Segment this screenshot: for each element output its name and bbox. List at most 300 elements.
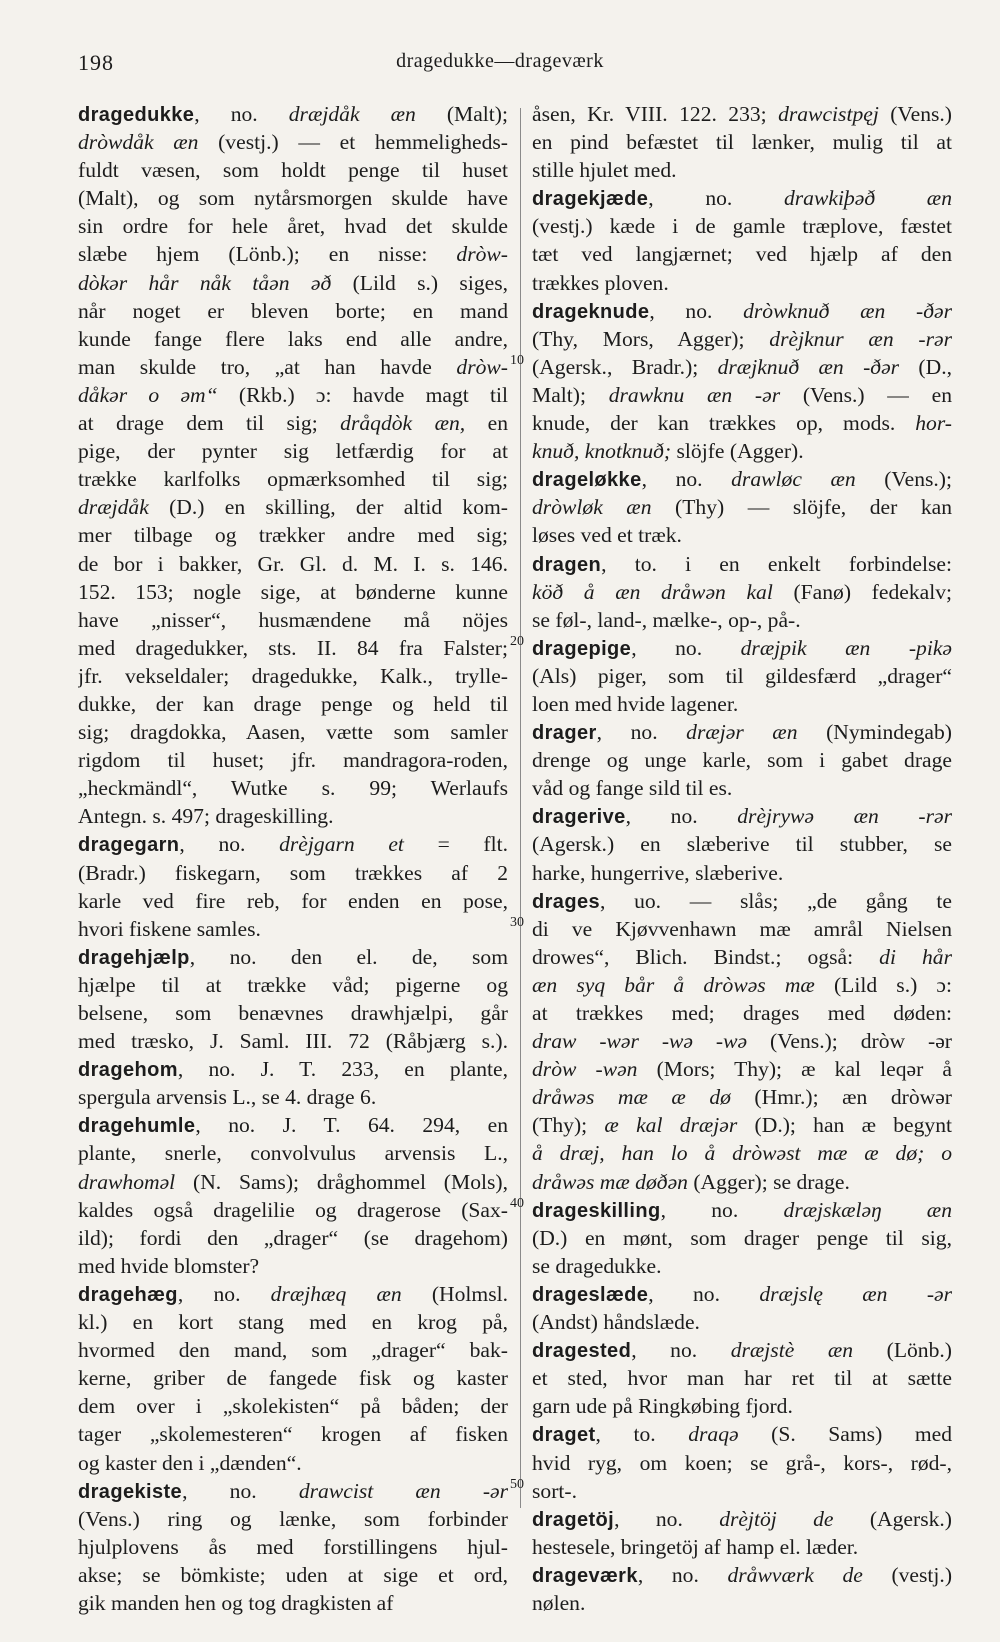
text-line xyxy=(78,1252,508,1280)
line-text: , no. den el. de, som xyxy=(189,944,508,969)
line-text: (Andst) håndslæde. xyxy=(532,1310,700,1335)
line-text: (Lönb.) xyxy=(853,1338,952,1363)
text-line xyxy=(78,409,508,437)
line-text: , no. xyxy=(177,1281,271,1306)
line-text: æn dròwər xyxy=(842,1085,952,1110)
line-text: rigdom til huset; jfr. mandragora-roden, xyxy=(78,748,508,773)
line-text: gik manden hen og tog dragkisten af xyxy=(78,1590,394,1615)
line-text: , no. xyxy=(637,1562,728,1587)
text-line xyxy=(78,830,508,858)
text-line xyxy=(78,100,508,128)
text-line xyxy=(78,297,508,325)
line-text: (Agger); se drage. xyxy=(687,1169,850,1194)
line-text: hjulplovens ås med forstillingens hjul- xyxy=(78,1534,508,1559)
text-line xyxy=(532,128,952,156)
text-line xyxy=(532,1505,952,1533)
italic-form: drawhoməl xyxy=(78,1169,176,1194)
left-column xyxy=(78,100,508,1617)
line-text: med dragedukker, sts. II. 84 fra Falster; xyxy=(78,635,508,660)
text-line xyxy=(532,1224,952,1252)
text-line xyxy=(78,353,508,381)
line-number-30: 30 xyxy=(510,915,524,930)
line-text: , no. xyxy=(614,1506,720,1531)
line-text: når noget er bleven borte; en mand xyxy=(78,298,508,323)
entry-headword: dragegarn xyxy=(78,834,180,857)
italic-form: dråwəs mæ døðən xyxy=(532,1169,688,1194)
text-line xyxy=(532,1280,952,1308)
line-text: belsene, som benævnes drawhjælpi, går xyxy=(78,1001,508,1025)
line-text: trække karlfolks opmærksomhed til sig; xyxy=(78,467,508,492)
text-line xyxy=(78,718,508,746)
italic-form: knuð, knotknuð; xyxy=(532,439,672,464)
line-text: dem over i „skolekisten“ på båden; der xyxy=(78,1394,508,1419)
italic-form: drawknu æn -ər xyxy=(608,382,781,407)
line-text: (Agersk.) en slæberive til stubber, se xyxy=(532,832,952,857)
text-line xyxy=(78,184,508,212)
line-text: karle ved fire reb, for enden en pose, xyxy=(78,888,508,913)
text-line xyxy=(78,212,508,240)
column-divider xyxy=(520,108,521,1508)
line-text: kl.) en kort stang med en krog på, xyxy=(78,1310,508,1335)
italic-form: dræjpik æn -pikə xyxy=(740,635,952,660)
italic-form: å dræj, han lo å dròwəst mæ æ dø; o xyxy=(532,1141,952,1166)
line-text: ild); fordi den „drager“ (se dragehom) xyxy=(78,1225,508,1250)
line-text: (Thy); xyxy=(532,1113,605,1138)
italic-form: drèjgarn et xyxy=(279,832,404,857)
text-line xyxy=(532,690,952,718)
text-line xyxy=(532,1392,952,1420)
line-text: (Thy) — slöjfe, der kan xyxy=(651,495,952,520)
line-text: , no. xyxy=(179,832,280,857)
line-text: dròw -ər xyxy=(860,1029,952,1054)
text-line xyxy=(532,1477,952,1505)
line-text: stille hjulet med. xyxy=(532,158,677,183)
line-text: hvori fiskene samles. xyxy=(78,916,261,941)
italic-form: draw -wər -wə -wə xyxy=(532,1029,748,1054)
line-text: di ve Kjøvvenhawn mæ amrål Nielsen xyxy=(532,916,952,941)
text-line xyxy=(532,999,952,1027)
line-text: (Vens.) xyxy=(878,102,952,126)
italic-form: dåkər o əm“ xyxy=(78,382,218,407)
text-line xyxy=(78,521,508,549)
text-line xyxy=(532,915,952,943)
text-line xyxy=(532,802,952,830)
entry-headword: dragedukke xyxy=(78,104,195,126)
line-text: , no. J. T. 64. 294, en xyxy=(195,1113,508,1138)
line-text: drowes“, Blich. Bindst.; også: xyxy=(532,944,880,969)
text-line xyxy=(532,1196,952,1224)
line-text: æ kal leqər å xyxy=(801,1057,952,1082)
line-text: loen med hvide lagener. xyxy=(532,691,739,716)
italic-form: dråqdòk æn, xyxy=(340,411,466,436)
line-number-50: 50 xyxy=(510,1477,524,1492)
text-line xyxy=(78,1589,508,1617)
line-text: (D.) en skilling, der altid kom- xyxy=(148,495,508,520)
text-line xyxy=(532,718,952,746)
italic-form: dròw -wən xyxy=(532,1057,638,1082)
line-text: (D.); han æ begynt xyxy=(737,1113,952,1138)
line-text: , no. xyxy=(641,467,732,492)
italic-form: dråwəs mæ æ dø xyxy=(532,1085,731,1110)
line-text: spergula arvensis L., se 4. drage 6. xyxy=(78,1085,377,1110)
text-line xyxy=(532,381,952,409)
italic-form: dròw- xyxy=(456,354,508,379)
text-line xyxy=(532,1308,952,1336)
line-text: (Bradr.) fiskegarn, som trækkes af 2 xyxy=(78,860,508,885)
text-line xyxy=(78,1224,508,1252)
text-line xyxy=(78,802,508,830)
line-text: at trækkes med; drages med døden: xyxy=(532,1001,952,1025)
text-line xyxy=(78,381,508,409)
line-text: man skulde tro, „at han havde xyxy=(78,354,457,379)
text-line xyxy=(532,830,952,858)
entry-headword: dragehæg xyxy=(78,1283,178,1306)
line-text: kaldes også dragelilie og dragerose (Sax- xyxy=(78,1197,508,1222)
italic-form: dròw- xyxy=(456,242,508,267)
text-line xyxy=(532,1027,952,1055)
text-line xyxy=(532,1364,952,1392)
line-text: , no. xyxy=(194,102,289,126)
text-line xyxy=(78,915,508,943)
text-line xyxy=(532,493,952,521)
line-text: hvormed den mand, som „drager“ bak- xyxy=(78,1338,508,1363)
text-line xyxy=(78,1449,508,1477)
text-line xyxy=(532,269,952,297)
line-text: (Agersk., Bradr.); xyxy=(532,354,718,379)
text-line xyxy=(532,1533,952,1561)
line-text: åsen, Kr. VIII. 122. 233; xyxy=(532,102,779,126)
line-text: løses ved et træk. xyxy=(532,523,682,548)
italic-form: drèjrywə æn -rər xyxy=(737,804,952,829)
text-line xyxy=(78,325,508,353)
text-line xyxy=(78,1392,508,1420)
text-line xyxy=(532,1589,952,1617)
entry-headword: drageskilling xyxy=(532,1199,661,1222)
text-line xyxy=(78,999,508,1027)
line-text: 152. 153; nogle sige, at bønderne kunne xyxy=(78,579,508,604)
line-text: (Lild s.) ɔ: xyxy=(814,972,952,997)
line-text: hjælpe til at trække våd; pigerne og xyxy=(78,972,508,997)
line-text: (Malt); xyxy=(415,102,508,126)
line-text: (vestj.) kæde i de gamle træplove, fæstet xyxy=(532,214,952,239)
line-text: Antegn. s. 497; drageskilling. xyxy=(78,804,334,829)
text-line xyxy=(78,1336,508,1364)
entry-headword: dragen xyxy=(532,553,602,576)
line-text: (Nymindegab) xyxy=(797,720,952,745)
line-text: (Vens.) — en xyxy=(780,382,952,407)
line-text: (D.) en mønt, som drager penge til sig, xyxy=(532,1225,952,1250)
text-line xyxy=(532,1252,952,1280)
text-line xyxy=(78,1477,508,1505)
entry-headword: drageløkke xyxy=(532,469,642,492)
text-line xyxy=(78,1055,508,1083)
italic-form: drawkiþəð æn xyxy=(783,186,952,211)
italic-form: dråwværk de xyxy=(727,1562,863,1587)
line-text: , no. xyxy=(648,186,784,211)
line-text: kunde fange flere laks end alle andre, xyxy=(78,326,508,351)
entry-headword: drager xyxy=(532,722,597,745)
text-line xyxy=(532,578,952,606)
line-text: hestesele, bringetöj af hamp el. læder. xyxy=(532,1534,859,1559)
entry-headword: dragehom xyxy=(78,1059,178,1082)
text-line xyxy=(78,1533,508,1561)
italic-form: æn syq bår å dròwəs mæ xyxy=(532,972,815,997)
text-line xyxy=(532,550,952,578)
italic-form: dræjdåk xyxy=(78,495,149,520)
text-line xyxy=(532,634,952,662)
italic-form: dòkər hår nåk tåən əð xyxy=(78,270,332,295)
italic-form: æ kal dræjər xyxy=(604,1113,738,1138)
line-text: (D., xyxy=(899,354,952,379)
line-text: (Vens.) ring og lænke, som forbinder xyxy=(78,1506,508,1531)
italic-form: hor- xyxy=(915,411,952,436)
entry-headword: drages xyxy=(532,890,600,913)
line-text: , no. xyxy=(660,1197,784,1222)
italic-form: draqə xyxy=(688,1422,739,1447)
text-line xyxy=(78,1168,508,1196)
text-line xyxy=(78,1505,508,1533)
line-text: (Holmsl. xyxy=(401,1281,508,1306)
line-text: = flt. xyxy=(403,832,508,857)
text-line xyxy=(532,437,952,465)
entry-headword: drageslæde xyxy=(532,1283,649,1306)
line-number-40: 40 xyxy=(510,1196,524,1211)
line-text: , no. xyxy=(182,1478,299,1503)
line-text: se dragedukke. xyxy=(532,1253,662,1278)
line-text: harke, hungerrive, slæberive. xyxy=(532,860,784,885)
line-text: , no. xyxy=(625,804,738,829)
text-line xyxy=(532,1449,952,1477)
entry-headword: dragested xyxy=(532,1340,632,1363)
entry-headword: dragepige xyxy=(532,637,632,660)
line-text: knude, der kan trækkes op, mods. xyxy=(532,411,916,436)
line-text: (Agersk.) xyxy=(833,1506,952,1531)
text-line xyxy=(78,746,508,774)
italic-form: drawcist æn -ər xyxy=(298,1478,508,1503)
line-number-10: 10 xyxy=(510,353,524,368)
text-line xyxy=(78,128,508,156)
line-text: garn ude på Ringkøbing fjord. xyxy=(532,1394,793,1419)
italic-form: dræjskæləŋ æn xyxy=(783,1197,952,1222)
line-text: , no. xyxy=(631,635,741,660)
text-line xyxy=(78,1083,508,1111)
italic-form: köð å æn dråwən kal xyxy=(532,579,773,604)
text-line xyxy=(78,1308,508,1336)
line-text: (N. Sams); dråghommel (Mols), xyxy=(175,1169,508,1194)
line-text: , no. xyxy=(648,1281,760,1306)
line-text: slæbe hjem (Lönb.); en nisse: xyxy=(78,242,457,267)
text-line xyxy=(532,887,952,915)
line-text: fuldt væsen, som holdt penge til huset xyxy=(78,158,508,183)
line-text: sort-. xyxy=(532,1478,577,1503)
text-line xyxy=(532,1420,952,1448)
text-line xyxy=(78,1027,508,1055)
text-line xyxy=(532,1139,952,1167)
text-line xyxy=(78,971,508,999)
line-text: , no. J. T. 233, en plante, xyxy=(177,1057,508,1082)
line-text: slöjfe (Agger). xyxy=(671,439,804,464)
line-text: , no. xyxy=(631,1338,731,1363)
italic-form: dròwdåk æn xyxy=(78,130,199,155)
line-text: , no. xyxy=(596,720,687,745)
text-line xyxy=(532,971,952,999)
text-line xyxy=(532,325,952,353)
line-text: med hvide blomster? xyxy=(78,1253,260,1278)
entry-headword: dragekjæde xyxy=(532,188,649,211)
entry-headword: dragehumle xyxy=(78,1115,196,1138)
line-text: (Rkb.) ɔ: havde magt til xyxy=(217,382,508,407)
line-text: tæt ved langjærnet; ved hjælp af den xyxy=(532,242,952,267)
text-line xyxy=(78,493,508,521)
line-text: tager „skolemesteren“ krogen af fisken xyxy=(78,1422,508,1447)
line-text: med træsko, J. Saml. III. 72 (Råbjærg s.). xyxy=(78,1029,508,1054)
entry-headword: dragetöj xyxy=(532,1508,615,1531)
line-text: (Als) piger, som til gildesfærd „drager“ xyxy=(532,663,952,688)
text-line xyxy=(78,269,508,297)
line-text: en pind befæstet til lænker, mulig til at xyxy=(532,130,952,155)
italic-form: dræjdåk æn xyxy=(288,102,416,126)
line-text: sig; dragdokka, Aasen, vætte som samler xyxy=(78,720,508,745)
line-text: , to. i en enkelt forbindelse: xyxy=(601,551,952,576)
line-text: pige, der pynter sig letfærdig for at xyxy=(78,439,508,464)
text-line xyxy=(532,465,952,493)
page-number: 198 xyxy=(78,50,114,75)
text-line xyxy=(78,887,508,915)
line-text: trækkes ploven. xyxy=(532,270,669,295)
line-text: (S. Sams) med xyxy=(738,1422,952,1447)
italic-form: dræjslę æn -ər xyxy=(759,1281,952,1306)
line-text: se føl-, land-, mælke-, op-, på-. xyxy=(532,607,801,632)
text-line xyxy=(78,1420,508,1448)
line-text: , uo. — slås; „de gång te xyxy=(600,888,952,913)
text-line xyxy=(78,859,508,887)
line-text: nølen. xyxy=(532,1590,586,1615)
text-line xyxy=(532,859,952,887)
text-line xyxy=(532,297,952,325)
text-line xyxy=(532,1336,952,1364)
text-line xyxy=(78,662,508,690)
text-line xyxy=(78,1196,508,1224)
text-line xyxy=(78,1139,508,1167)
italic-form: dræjhæq æn xyxy=(270,1281,402,1306)
text-line xyxy=(532,746,952,774)
text-line xyxy=(532,1111,952,1139)
text-line xyxy=(532,212,952,240)
line-text: et sted, hvor man har ret til at sætte xyxy=(532,1366,952,1391)
line-text: Malt); xyxy=(532,382,609,407)
line-text: (Vens.); xyxy=(747,1029,861,1054)
line-text: (vestj.) xyxy=(862,1562,952,1587)
italic-form: dræjknuð æn -ðər xyxy=(717,354,900,379)
text-line xyxy=(532,156,952,184)
line-text: dukke, der kan drage penge og held til xyxy=(78,691,508,716)
text-line xyxy=(532,943,952,971)
italic-form: dræjər æn xyxy=(686,720,798,745)
line-text: (Mors; Thy); xyxy=(637,1057,802,1082)
italic-form: drèjknur æn -rər xyxy=(769,326,952,351)
line-text: (Lild s.) siges, xyxy=(331,270,508,295)
line-text: og kaster den i „dænden“. xyxy=(78,1450,302,1475)
text-line xyxy=(78,465,508,493)
italic-form: drèjtöj de xyxy=(719,1506,834,1531)
text-line xyxy=(78,1111,508,1139)
text-line xyxy=(532,353,952,381)
text-line xyxy=(532,662,952,690)
text-line xyxy=(78,437,508,465)
text-line xyxy=(78,690,508,718)
line-text: plante, snerle, convolvulus arvensis L., xyxy=(78,1141,508,1166)
text-line xyxy=(532,240,952,268)
line-number-20: 20 xyxy=(510,634,524,649)
line-text: hvid ryg, om koen; se grå-, kors-, rød-, xyxy=(532,1450,952,1475)
italic-form: dræjstè æn xyxy=(730,1338,854,1363)
text-line xyxy=(78,550,508,578)
entry-headword: dragerive xyxy=(532,806,626,829)
line-text: en xyxy=(465,411,508,436)
line-text: drenge og unge karle, som i gabet drage xyxy=(532,748,952,773)
entry-headword: drageværk xyxy=(532,1564,638,1587)
right-column xyxy=(532,100,952,1617)
text-line xyxy=(532,606,952,634)
text-line xyxy=(78,1561,508,1589)
text-line xyxy=(78,943,508,971)
line-text: (vestj.) — et hemmeligheds- xyxy=(198,130,508,155)
italic-form: drawløc æn xyxy=(731,467,856,492)
text-line xyxy=(78,774,508,802)
line-text: have „nisser“, husmændene må nöjes xyxy=(78,607,508,632)
italic-form: dròwknuð æn -ðər xyxy=(743,298,952,323)
running-head: dragedukke—drageværk xyxy=(396,50,604,72)
line-text: kerne, griber de fangede fisk og kaster xyxy=(78,1366,508,1391)
text-line xyxy=(78,606,508,634)
text-line xyxy=(532,1083,952,1111)
text-line xyxy=(78,578,508,606)
text-line xyxy=(78,1364,508,1392)
text-line xyxy=(532,774,952,802)
text-line xyxy=(532,184,952,212)
line-text: , no. xyxy=(649,298,744,323)
line-text: (Hmr.); xyxy=(730,1085,843,1110)
text-line xyxy=(532,1168,952,1196)
line-text: , to. xyxy=(595,1422,689,1447)
line-text: (Fanø) fedekalv; xyxy=(772,579,952,604)
entry-headword: drageknude xyxy=(532,300,650,323)
italic-form: di hår xyxy=(879,944,952,969)
line-text: (Vens.); xyxy=(855,467,952,492)
line-text: sin ordre for hele året, hvad det skulde xyxy=(78,214,508,239)
line-text: våd og fange sild til es. xyxy=(532,776,733,801)
text-line xyxy=(532,100,952,128)
line-text: „heckmändl“, Wutke s. 99; Werlaufs xyxy=(78,776,508,801)
italic-form: dròwløk æn xyxy=(532,495,652,520)
line-text: jfr. vekseldaler; dragedukke, Kalk., trylle- xyxy=(78,663,508,688)
line-text: (Thy, Mors, Agger); xyxy=(532,326,770,351)
line-text: de bor i bakker, Gr. Gl. d. M. I. s. 146. xyxy=(78,551,508,576)
entry-headword: draget xyxy=(532,1424,596,1447)
line-text: at drage dem til sig; xyxy=(78,411,341,436)
italic-form: drawcistpęj xyxy=(778,102,879,126)
line-text: (Malt), og som nytårsmorgen skulde have xyxy=(78,186,508,211)
text-line xyxy=(78,240,508,268)
line-text: mer tilbage og trækker andre med sig; xyxy=(78,523,508,548)
text-line xyxy=(532,1055,952,1083)
entry-headword: dragekiste xyxy=(78,1480,183,1503)
text-line xyxy=(532,409,952,437)
text-line xyxy=(78,634,508,662)
text-line xyxy=(532,1561,952,1589)
entry-headword: dragehjælp xyxy=(78,946,190,969)
text-line xyxy=(532,521,952,549)
